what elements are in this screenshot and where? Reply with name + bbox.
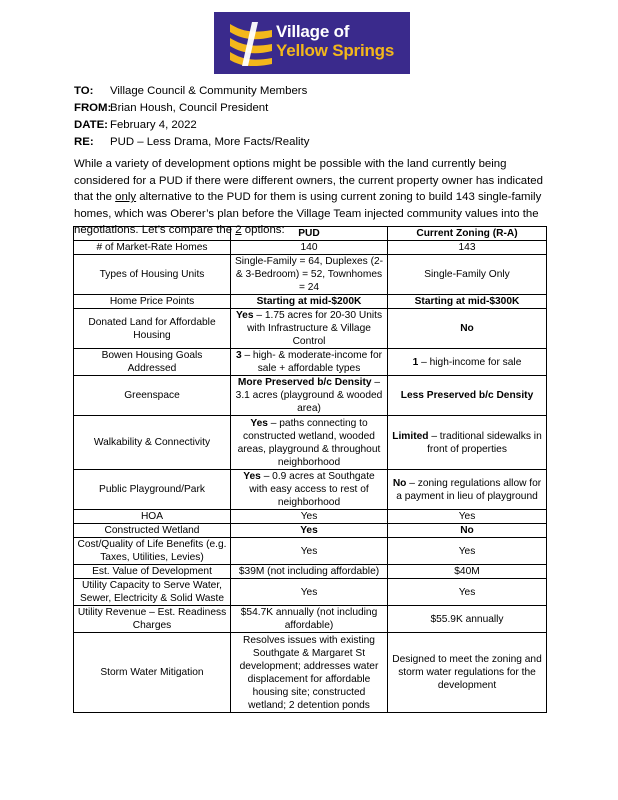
table-row bbox=[74, 538, 547, 565]
cz-text: – traditional sidewalks in front of properties bbox=[427, 430, 542, 455]
row-label bbox=[74, 606, 231, 633]
table-row bbox=[74, 633, 547, 713]
header-current-zoning: Current Zoning (R-A) bbox=[388, 227, 547, 241]
pud-cell bbox=[231, 633, 388, 713]
row-label bbox=[74, 349, 231, 376]
springs-swoosh-icon bbox=[228, 20, 274, 66]
intro-part2: alternative to the PUD for them is using current zoning to build 143 single-family homes, which was Oberer’s plan before the Village Team injected community values into the negotiations. Let’s compare the bbox=[74, 191, 542, 237]
memo-key: RE: bbox=[74, 136, 94, 148]
pud-text: – 1.75 acres for 20-30 Units with Infrastructure & Village Control bbox=[247, 310, 383, 347]
row-label bbox=[74, 579, 231, 606]
pud-text: $54.7K annually (not including affordable) bbox=[240, 607, 378, 631]
row-label-text: # of Market-Rate Homes bbox=[96, 242, 208, 253]
pud-cell bbox=[231, 606, 388, 633]
row-label-text: Public Playground/Park bbox=[99, 484, 205, 495]
memo-to bbox=[74, 83, 309, 100]
cz-text: $40M bbox=[454, 566, 480, 577]
cz-bold-text: No bbox=[392, 477, 407, 489]
cz-text: 143 bbox=[458, 242, 476, 253]
pud-cell bbox=[231, 510, 388, 524]
current-zoning-cell bbox=[388, 295, 547, 309]
table-row bbox=[74, 309, 547, 349]
cz-text: – high-income for sale bbox=[418, 356, 522, 368]
pud-bold-text: More Preserved b/c Density bbox=[237, 377, 372, 388]
current-zoning-cell bbox=[388, 349, 547, 376]
memo-value: Village Council & Community Members bbox=[110, 85, 308, 97]
table-row bbox=[74, 255, 547, 295]
pud-text: – paths connecting to constructed wetland, wooded areas, playground & throughout neighborhood bbox=[237, 417, 381, 468]
cz-bold-text: No bbox=[460, 323, 474, 334]
table-row bbox=[74, 579, 547, 606]
table-row bbox=[74, 376, 547, 416]
village-logo bbox=[214, 12, 410, 74]
pud-text: $39M (not including affordable) bbox=[238, 566, 380, 577]
pud-bold-text: 3 bbox=[235, 350, 242, 361]
pud-text: – 3.1 acres (playground & wooded area) bbox=[235, 377, 383, 414]
current-zoning-cell bbox=[388, 376, 547, 416]
memo-key: FROM: bbox=[74, 102, 112, 114]
table-row bbox=[74, 416, 547, 470]
table-row bbox=[74, 295, 547, 309]
cz-bold-text: Starting at mid-$300K bbox=[414, 296, 520, 307]
cz-bold-text: 1 bbox=[412, 356, 419, 368]
row-label bbox=[74, 565, 231, 579]
current-zoning-cell bbox=[388, 524, 547, 538]
row-label bbox=[74, 470, 231, 510]
memo-value: Brian Housh, Council President bbox=[110, 102, 269, 114]
row-label bbox=[74, 524, 231, 538]
pud-bold-text: Yes bbox=[300, 525, 318, 536]
pud-bold-text: Starting at mid-$200K bbox=[256, 296, 362, 307]
row-label bbox=[74, 416, 231, 470]
header-pud: PUD bbox=[231, 227, 388, 241]
header-blank bbox=[74, 227, 231, 241]
cz-text: $55.9K annually bbox=[430, 613, 504, 625]
memo-value: PUD – Less Drama, More Facts/Reality bbox=[110, 136, 310, 148]
logo-line1: Village of bbox=[276, 22, 350, 41]
pud-text: Resolves issues with existing Southgate & Margaret St development; addresses water displacement for affordable housing site; constructed wetland; 2 detention ponds bbox=[239, 634, 379, 711]
comparison-table bbox=[73, 226, 547, 713]
row-label bbox=[74, 295, 231, 309]
pud-cell bbox=[231, 470, 388, 510]
pud-text: – high- & moderate-income for sale + affordable types bbox=[241, 350, 383, 374]
row-label bbox=[74, 241, 231, 255]
row-label-text: Home Price Points bbox=[109, 296, 195, 307]
memo-date bbox=[74, 117, 309, 134]
pud-text: Yes bbox=[300, 511, 318, 522]
intro-part1: While a variety of development options might be possible with the land currently being considered for a PUD if there were different owners, the current property owner has indicated that the bbox=[74, 158, 543, 204]
row-label-text: Storm Water Mitigation bbox=[100, 667, 204, 678]
table-row bbox=[74, 510, 547, 524]
row-label bbox=[74, 309, 231, 349]
memo-value: February 4, 2022 bbox=[110, 119, 197, 131]
row-label-text: Donated Land for Affordable Housing bbox=[88, 316, 216, 341]
current-zoning-cell bbox=[388, 416, 547, 470]
intro-only: only bbox=[115, 191, 137, 204]
pud-cell bbox=[231, 565, 388, 579]
row-label-text: HOA bbox=[140, 511, 164, 522]
cz-text: Yes bbox=[458, 511, 476, 522]
memo-key: DATE: bbox=[74, 119, 108, 131]
current-zoning-cell bbox=[388, 565, 547, 579]
cz-text: Yes bbox=[458, 545, 476, 557]
logo-wordmark bbox=[276, 22, 394, 60]
row-label bbox=[74, 510, 231, 524]
pud-cell bbox=[231, 309, 388, 349]
logo-line2: Yellow Springs bbox=[276, 41, 395, 60]
row-label-text: Utility Capacity to Serve Water, Sewer, Electricity & Solid Waste bbox=[80, 580, 224, 604]
table-row bbox=[74, 470, 547, 510]
row-label-text: Cost/Quality of Life Benefits (e.g. Taxes, Utilities, Levies) bbox=[77, 539, 227, 563]
row-label-text: Greenspace bbox=[124, 390, 180, 401]
pud-text: Yes bbox=[300, 586, 318, 598]
row-label-text: Types of Housing Units bbox=[99, 269, 205, 280]
pud-cell bbox=[231, 538, 388, 565]
current-zoning-cell bbox=[388, 579, 547, 606]
current-zoning-cell bbox=[388, 241, 547, 255]
pud-cell bbox=[231, 579, 388, 606]
cz-text: Designed to meet the zoning and storm water regulations for the development bbox=[392, 654, 542, 691]
pud-cell bbox=[231, 241, 388, 255]
current-zoning-cell bbox=[388, 309, 547, 349]
row-label-text: Walkability & Connectivity bbox=[93, 437, 211, 448]
pud-text: Single-Family = 64, Duplexes (2- & 3-Bedroom) = 52, Townhomes = 24 bbox=[234, 256, 384, 293]
row-label bbox=[74, 538, 231, 565]
current-zoning-cell bbox=[388, 633, 547, 713]
memo-key: TO: bbox=[74, 85, 94, 97]
row-label bbox=[74, 376, 231, 416]
pud-bold-text: Yes bbox=[243, 471, 261, 482]
table-header-row bbox=[74, 227, 547, 241]
cz-bold-text: No bbox=[460, 525, 474, 536]
row-label-text: Utility Revenue – Est. Readiness Charges bbox=[77, 607, 227, 631]
table-row bbox=[74, 524, 547, 538]
table-row bbox=[74, 606, 547, 633]
row-label-text: Est. Value of Development bbox=[92, 566, 212, 577]
pud-cell bbox=[231, 295, 388, 309]
memo-from bbox=[74, 100, 309, 117]
cz-bold-text: Limited bbox=[392, 430, 429, 442]
row-label-text: Bowen Housing Goals Addressed bbox=[101, 350, 203, 374]
memo-header bbox=[74, 83, 309, 151]
pud-bold-text: Yes bbox=[235, 310, 254, 321]
pud-cell bbox=[231, 416, 388, 470]
row-label-text: Constructed Wetland bbox=[104, 525, 200, 536]
intro-part3: options: bbox=[241, 224, 285, 237]
cz-text: – zoning regulations allow for a payment in lieu of playground bbox=[396, 477, 542, 502]
current-zoning-cell bbox=[388, 510, 547, 524]
pud-text: – 0.9 acres at Southgate with easy access to rest of neighborhood bbox=[249, 471, 375, 508]
pud-cell bbox=[231, 349, 388, 376]
intro-two: 2 bbox=[235, 224, 242, 237]
pud-bold-text: Yes bbox=[250, 417, 268, 429]
current-zoning-cell bbox=[388, 470, 547, 510]
pud-text: 140 bbox=[300, 242, 318, 253]
pud-cell bbox=[231, 376, 388, 416]
memo-re bbox=[74, 134, 309, 151]
cz-text: Yes bbox=[458, 586, 476, 598]
current-zoning-cell bbox=[388, 606, 547, 633]
pud-cell bbox=[231, 255, 388, 295]
pud-text: Yes bbox=[300, 545, 318, 557]
pud-cell bbox=[231, 524, 388, 538]
row-label bbox=[74, 633, 231, 713]
row-label bbox=[74, 255, 231, 295]
cz-bold-text: Less Preserved b/c Density bbox=[400, 390, 534, 401]
cz-text: Single-Family Only bbox=[424, 269, 510, 280]
current-zoning-cell bbox=[388, 538, 547, 565]
table-row bbox=[74, 241, 547, 255]
current-zoning-cell bbox=[388, 255, 547, 295]
table-row bbox=[74, 349, 547, 376]
table-row bbox=[74, 565, 547, 579]
